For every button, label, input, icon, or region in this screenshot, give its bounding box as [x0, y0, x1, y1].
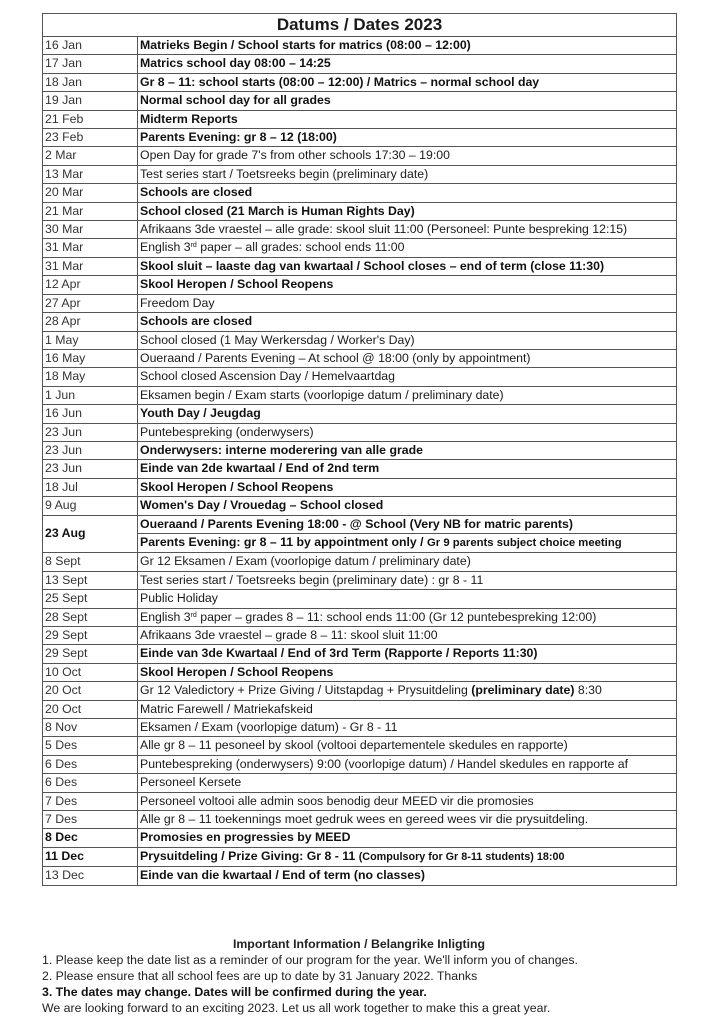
date-cell: 21 Mar — [43, 202, 138, 220]
dates-table-body — [43, 37, 677, 886]
table-row — [43, 533, 677, 552]
table-row — [43, 73, 677, 91]
date-cell: 23 Aug — [43, 515, 138, 553]
event-cell — [138, 239, 677, 257]
event-cell: Schools are closed — [138, 184, 677, 202]
date-cell: 23 Jun — [43, 441, 138, 459]
event-cell: Matrieks Begin / School starts for matrics (08:00 – 12:00) — [138, 37, 677, 55]
date-cell: 16 Jun — [43, 405, 138, 423]
event-cell: Einde van 3de Kwartaal / End of 3rd Term (Rapporte / Reports 11:30) — [138, 645, 677, 663]
event-cell: Alle gr 8 – 11 pesoneel by skool (voltooi departementele skedules en rapporte) — [138, 737, 677, 755]
date-cell: 25 Sept — [43, 590, 138, 608]
closing-note: We are looking forward to an exciting 2023. Let us all work together to make this a great year. — [42, 1001, 551, 1015]
date-cell: 8 Nov — [43, 719, 138, 737]
date-cell: 23 Jun — [43, 460, 138, 478]
event-cell: Test series start / Toetsreeks begin (preliminary date) — [138, 165, 677, 183]
table-row — [43, 147, 677, 165]
date-cell: 1 May — [43, 331, 138, 349]
important-information — [42, 936, 682, 1016]
table-row — [43, 663, 677, 681]
date-cell: 12 Apr — [43, 276, 138, 294]
table-row — [43, 700, 677, 718]
date-cell: 29 Sept — [43, 627, 138, 645]
event-cell: Matric Farewell / Matriekafskeid — [138, 700, 677, 718]
date-cell: 18 May — [43, 368, 138, 386]
event-cell: Personeel Kersete — [138, 774, 677, 792]
event-text: paper – grades 8 – 11: school ends 11:00 (Gr 12 puntebespreking 12:00) — [196, 609, 597, 624]
event-cell — [138, 847, 677, 866]
date-cell: 16 Jan — [43, 37, 138, 55]
date-cell: 29 Sept — [43, 645, 138, 663]
event-cell: Midterm Reports — [138, 110, 677, 128]
table-row — [43, 515, 677, 533]
table-row — [43, 847, 677, 866]
table-row — [43, 627, 677, 645]
event-cell: Youth Day / Jeugdag — [138, 405, 677, 423]
dates-sheet — [42, 13, 676, 886]
ordinal-suffix: rd — [190, 242, 197, 250]
event-cell — [138, 608, 677, 626]
event-cell: Afrikaans 3de vraestel – alle grade: skool sluit 11:00 (Personeel: Punte bespreking 12:15) — [138, 221, 677, 239]
event-cell: Alle gr 8 – 11 toekennings moet gedruk wees en gereed wees vir die prysuitdeling. — [138, 811, 677, 829]
table-row — [43, 478, 677, 496]
table-row — [43, 737, 677, 755]
event-cell: Test series start / Toetsreeks begin (preliminary date) : gr 8 - 11 — [138, 571, 677, 589]
table-row — [43, 755, 677, 773]
date-cell: 6 Des — [43, 774, 138, 792]
table-row — [43, 497, 677, 515]
event-cell: School closed (21 March is Human Rights Day) — [138, 202, 677, 220]
table-row — [43, 590, 677, 608]
table-row — [43, 386, 677, 404]
date-cell: 18 Jul — [43, 478, 138, 496]
table-row — [43, 829, 677, 847]
date-cell: 13 Sept — [43, 571, 138, 589]
event-cell: Personeel voltooi alle admin soos benodig deur MEED vir die promosies — [138, 792, 677, 810]
date-cell: 28 Sept — [43, 608, 138, 626]
event-text: Gr 12 Valedictory + Prize Giving / Uitstapdag + Prysuitdeling — [140, 683, 472, 698]
date-cell: 21 Feb — [43, 110, 138, 128]
event-cell: Puntebespreking (onderwysers) 9:00 (voorlopige datum) / Handel skedules en rapporte af — [138, 755, 677, 773]
table-row — [43, 719, 677, 737]
event-text: Parents Evening: gr 8 – 11 by appointment only / — [140, 534, 427, 549]
event-cell: Afrikaans 3de vraestel – grade 8 – 11: skool sluit 11:00 — [138, 627, 677, 645]
event-note: Gr 9 parents subject choice meeting — [427, 536, 622, 549]
date-cell: 9 Aug — [43, 497, 138, 515]
event-cell — [138, 682, 677, 700]
table-row — [43, 129, 677, 147]
table-row — [43, 37, 677, 55]
table-row — [43, 645, 677, 663]
event-emphasis: (preliminary date) — [471, 683, 575, 698]
table-row — [43, 423, 677, 441]
table-row — [43, 313, 677, 331]
event-cell: Oueraand / Parents Evening – At school @ 18:00 (only by appointment) — [138, 349, 677, 367]
event-text: paper – all grades: school ends 11:00 — [196, 240, 405, 255]
note-item-2: 2. Please ensure that all school fees are up to date by 31 January 2022. Thanks — [42, 969, 478, 983]
table-row — [43, 110, 677, 128]
table-row — [43, 294, 677, 312]
event-cell: Onderwysers: interne moderering van alle grade — [138, 441, 677, 459]
title-row — [43, 14, 677, 37]
table-row — [43, 571, 677, 589]
table-row — [43, 202, 677, 220]
event-cell: Puntebespreking (onderwysers) — [138, 423, 677, 441]
note-item-1: 1. Please keep the date list as a reminder of our program for the year. We'll inform you of changes. — [42, 953, 578, 967]
date-cell: 13 Mar — [43, 165, 138, 183]
event-cell: Matrics school day 08:00 – 14:25 — [138, 55, 677, 73]
table-row — [43, 682, 677, 700]
event-cell: Skool sluit – laaste dag van kwartaal / School closes – end of term (close 11:30) — [138, 257, 677, 275]
date-cell: 6 Des — [43, 755, 138, 773]
date-cell: 28 Apr — [43, 313, 138, 331]
date-cell: 8 Sept — [43, 553, 138, 571]
event-cell: Normal school day for all grades — [138, 92, 677, 110]
table-row — [43, 460, 677, 478]
event-cell: School closed Ascension Day / Hemelvaartdag — [138, 368, 677, 386]
event-cell: Einde van die kwartaal / End of term (no classes) — [138, 867, 677, 885]
note-item-3: 3. The dates may change. Dates will be confirmed during the year. — [42, 985, 427, 999]
table-row — [43, 553, 677, 571]
date-cell: 20 Oct — [43, 700, 138, 718]
event-cell: Promosies en progressies by MEED — [138, 829, 677, 847]
table-row — [43, 92, 677, 110]
date-cell: 16 May — [43, 349, 138, 367]
event-cell: Skool Heropen / School Reopens — [138, 478, 677, 496]
date-cell: 13 Dec — [43, 867, 138, 885]
notes-heading: Important Information / Belangrike Inligting — [232, 937, 486, 951]
date-cell: 23 Feb — [43, 129, 138, 147]
event-cell: School closed (1 May Werkersdag / Worker's Day) — [138, 331, 677, 349]
table-row — [43, 774, 677, 792]
event-cell: Gr 12 Eksamen / Exam (voorlopige datum / preliminary date) — [138, 553, 677, 571]
table-row — [43, 55, 677, 73]
table-row — [43, 867, 677, 885]
date-cell: 27 Apr — [43, 294, 138, 312]
date-cell: 17 Jan — [43, 55, 138, 73]
date-cell: 1 Jun — [43, 386, 138, 404]
table-row — [43, 184, 677, 202]
event-cell: Public Holiday — [138, 590, 677, 608]
event-cell: Eksamen / Exam (voorlopige datum) - Gr 8 - 11 — [138, 719, 677, 737]
date-cell: 7 Des — [43, 811, 138, 829]
event-cell: Parents Evening: gr 8 – 12 (18:00) — [138, 129, 677, 147]
event-cell: Eksamen begin / Exam starts (voorlopige datum / preliminary date) — [138, 386, 677, 404]
event-cell — [138, 533, 677, 552]
date-cell: 31 Mar — [43, 257, 138, 275]
event-cell: Schools are closed — [138, 313, 677, 331]
date-cell: 11 Dec — [43, 847, 138, 866]
table-row — [43, 276, 677, 294]
event-cell: Skool Heropen / School Reopens — [138, 276, 677, 294]
event-cell: Oueraand / Parents Evening 18:00 - @ School (Very NB for matric parents) — [138, 515, 677, 533]
event-cell: Einde van 2de kwartaal / End of 2nd term — [138, 460, 677, 478]
date-cell: 18 Jan — [43, 73, 138, 91]
event-text: Prysuitdeling / Prize Giving: Gr 8 - 11 — [140, 848, 359, 863]
table-row — [43, 257, 677, 275]
table-row — [43, 792, 677, 810]
event-text: English 3 — [140, 240, 191, 255]
date-cell: 10 Oct — [43, 663, 138, 681]
date-cell: 5 Des — [43, 737, 138, 755]
date-cell: 20 Mar — [43, 184, 138, 202]
table-row — [43, 221, 677, 239]
table-row — [43, 608, 677, 626]
table-row — [43, 811, 677, 829]
ordinal-suffix: rd — [190, 611, 197, 619]
event-cell: Women's Day / Vrouedag – School closed — [138, 497, 677, 515]
table-row — [43, 165, 677, 183]
date-cell: 7 Des — [43, 792, 138, 810]
table-row — [43, 368, 677, 386]
event-cell: Open Day for grade 7's from other schools 17:30 – 19:00 — [138, 147, 677, 165]
date-cell: 19 Jan — [43, 92, 138, 110]
event-note: (Compulsory for Gr 8-11 students) 18:00 — [358, 850, 565, 863]
event-text: 8:30 — [574, 683, 602, 698]
date-cell: 31 Mar — [43, 239, 138, 257]
event-cell: Skool Heropen / School Reopens — [138, 663, 677, 681]
date-cell: 30 Mar — [43, 221, 138, 239]
event-text: English 3 — [140, 609, 191, 624]
event-cell: Gr 8 – 11: school starts (08:00 – 12:00) / Matrics – normal school day — [138, 73, 677, 91]
table-row — [43, 405, 677, 423]
table-row — [43, 441, 677, 459]
table-row — [43, 239, 677, 257]
date-cell: 20 Oct — [43, 682, 138, 700]
date-cell: 23 Jun — [43, 423, 138, 441]
table-row — [43, 349, 677, 367]
date-cell: 2 Mar — [43, 147, 138, 165]
dates-table — [42, 13, 677, 886]
date-cell: 8 Dec — [43, 829, 138, 847]
event-cell: Freedom Day — [138, 294, 677, 312]
table-title: Datums / Dates 2023 — [43, 14, 677, 37]
table-row — [43, 331, 677, 349]
